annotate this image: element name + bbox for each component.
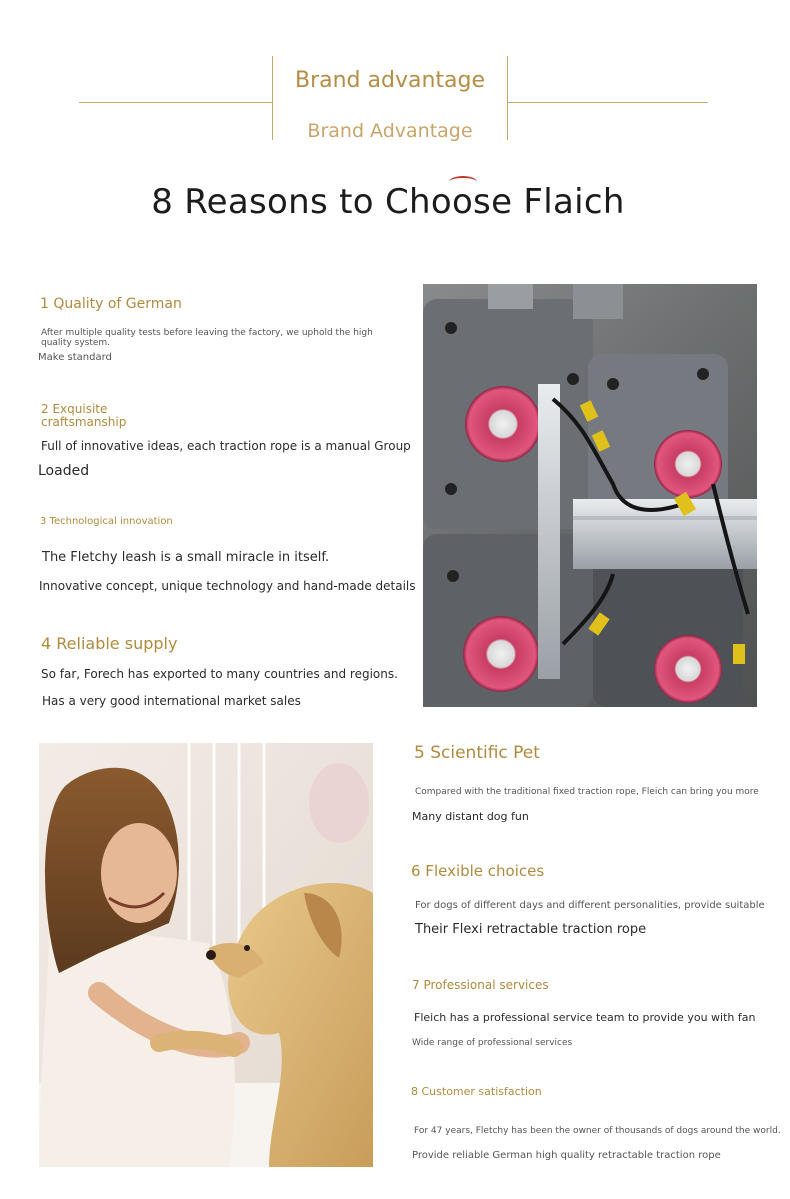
woman-with-dog-photo [39,743,373,1167]
reason-5-line-2: Many distant dog fun [412,810,529,823]
brand-subtitle: Brand Advantage [307,120,473,142]
reason-4-title: 4 Reliable supply [41,634,178,653]
reason-1-title: 1 Quality of German [40,296,182,312]
reason-8-title: 8 Customer satisfaction [411,1085,542,1098]
header-left-line [79,102,272,103]
reason-6-line-1: For dogs of different days and different personalities, provide suitable [415,900,765,911]
reason-4-line-1: So far, Forech has exported to many countries and regions. [41,667,398,681]
brand-title: Brand advantage [294,68,486,93]
reason-5-line-1: Compared with the traditional fixed traction rope, Fleich can bring you more [415,787,759,797]
reason-5-title: 5 Scientific Pet [414,743,540,763]
reason-3-line-2: Innovative concept, unique technology and hand-made details [39,579,416,593]
factory-machine-photo [423,284,757,707]
reason-4-line-2: Has a very good international market sales [42,694,301,708]
reason-2-line-1: Full of innovative ideas, each traction rope is a manual Group [41,439,411,453]
reason-8-line-2: Provide reliable German high quality retractable traction rope [412,1150,721,1161]
reason-3-title: 3 Technological innovation [40,516,173,527]
reason-2-title: 2 Exquisite craftsmanship [41,402,127,429]
reason-6-line-2: Their Flexi retractable traction rope [415,922,647,937]
reason-2-line-2: Loaded [38,463,90,479]
reason-1-line-1: After multiple quality tests before leaving the factory, we uphold the high quality system. [41,328,373,348]
reason-7-title: 7 Professional services [412,978,549,992]
page-title: 8 Reasons to Choose Flaich [151,182,625,222]
reason-1-line-2: Make standard [38,352,112,363]
header-right-line [508,102,708,103]
reason-7-line-1: Fleich has a professional service team to provide you with fan [414,1011,756,1024]
reason-8-line-1: For 47 years, Fletchy has been the owner of thousands of dogs around the world. [414,1126,781,1136]
reason-6-title: 6 Flexible choices [411,862,545,880]
reason-7-line-2: Wide range of professional services [412,1038,573,1048]
reason-3-line-1: The Fletchy leash is a small miracle in itself. [42,550,330,565]
